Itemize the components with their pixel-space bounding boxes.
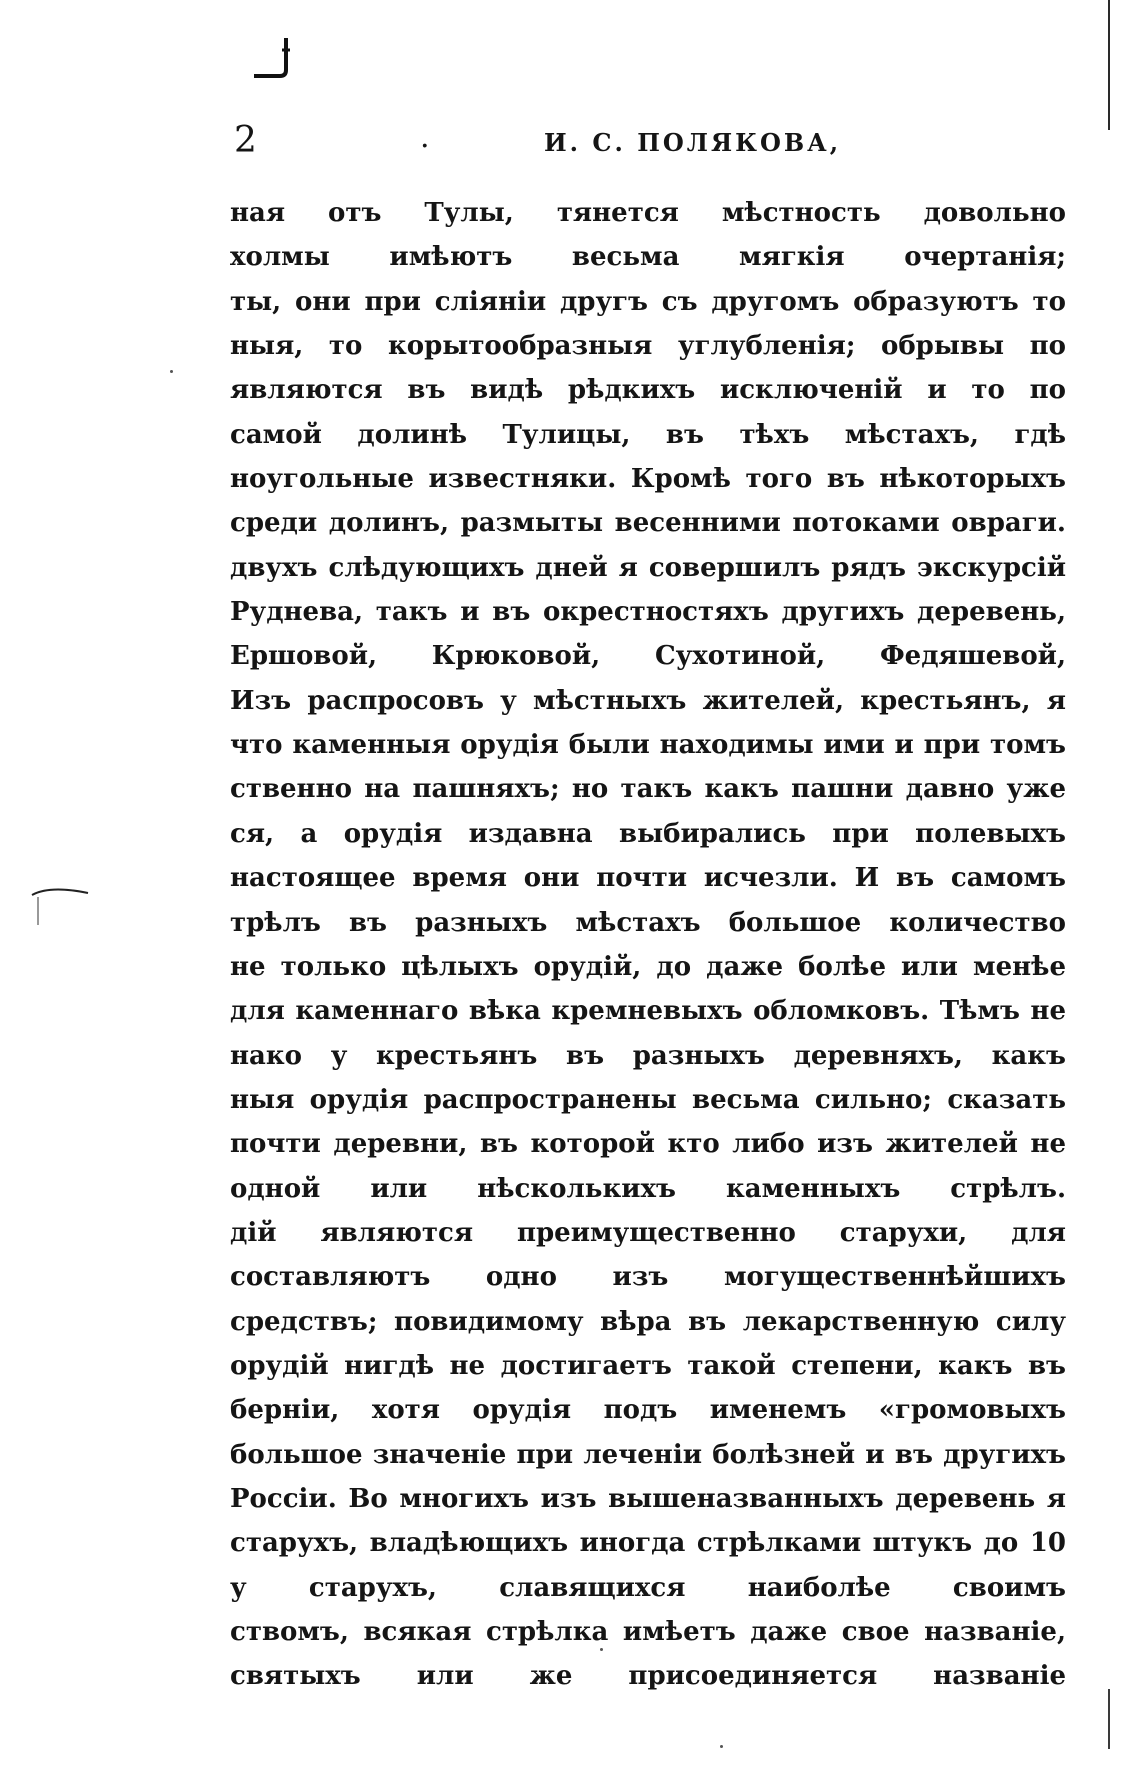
header-dot: . [420,120,430,155]
page-edge-line-lower [1108,1689,1110,1749]
text-line: составляютъ одно изъ могущественнѣйшихъ [230,1262,1066,1293]
text-line: почти деревни, въ которой кто либо изъ жителей не [230,1129,1066,1160]
text-line: Ершовой, Крюковой, Сухотиной, Федяшевой, [230,641,1066,672]
text-line: среди долинъ, размыты весенними потоками овраги. [230,508,1066,539]
speck [720,1745,723,1748]
page-edge-line [1108,0,1110,130]
text-line: орудій нигдѣ не достигаетъ такой степени, какъ въ [230,1350,1066,1381]
text-line: ствомъ, всякая стрѣлка имѣетъ даже свое названіе, [230,1617,1066,1647]
text-line: Россіи. Во многихъ изъ вышеназванныхъ деревень я [230,1483,1066,1514]
text-line: являются въ видѣ рѣдкихъ исключеній и то по [230,375,1066,406]
speck [170,370,173,373]
text-line: что каменныя орудія были находимы ими и при томъ [230,730,1066,761]
text-line: ся, а орудія издавна выбирались при полевыхъ [230,818,1066,849]
text-line: Изъ распросовъ у мѣстныхъ жителей, крестьянъ, я [230,685,1066,716]
text-line: дій являются преимущественно старухи, для [230,1217,1066,1248]
text-line: у старухъ, славящихся наиболѣе своимъ [230,1572,1066,1603]
text-line: ты, они при сліяніи другъ съ другомъ образуютъ то [230,286,1066,317]
corner-ink-mark [250,36,296,82]
page-header [234,120,1064,170]
text-line: для каменнаго вѣка кремневыхъ обломковъ. Тѣмъ не [230,996,1066,1027]
text-line: средствъ; повидимому вѣра въ лекарственную силу [230,1306,1066,1337]
speck [600,1648,603,1651]
text-line: самой долинѣ Тулицы, въ тѣхъ мѣстахъ, гдѣ [230,419,1066,450]
body-text [230,191,1066,1699]
text-line: Руднева, такъ и въ окрестностяхъ другихъ деревень, [230,597,1066,628]
text-line: ныя, то корытообразныя углубленія; обрывы по [230,331,1066,362]
text-line: трѣлъ въ разныхъ мѣстахъ большое количество [230,907,1066,938]
text-line: холмы имѣютъ весьма мягкія очертанія; [230,242,1066,273]
text-line: большое значеніе при леченіи болѣзней и въ другихъ [230,1439,1066,1470]
running-head: И. С. ПОЛЯКОВА, [544,128,842,157]
text-line: нако у крестьянъ въ разныхъ деревняхъ, какъ [230,1040,1066,1071]
page-number: 2 [234,120,257,161]
text-line: ственно на пашняхъ; но такъ какъ пашни давно уже [230,774,1066,805]
text-line: ная отъ Тулы, тянется мѣстность довольно [230,198,1066,228]
margin-scan-mark [30,885,90,925]
text-line: ноугольные известняки. Кромѣ того въ нѣкоторыхъ [230,464,1066,495]
text-line: берніи, хотя орудія подъ именемъ «громовыхъ [230,1395,1066,1426]
text-line: святыхъ или же присоединяется названіе [230,1661,1066,1692]
text-line: старухъ, владѣющихъ иногда стрѣлками штукъ до 10 [230,1528,1066,1559]
text-line: не только цѣлыхъ орудій, до даже болѣе или менѣе [230,951,1066,982]
text-line: ныя орудія распространены весьма сильно; сказать [230,1084,1066,1115]
text-line: двухъ слѣдующихъ дней я совершилъ рядъ экскурсій [230,552,1066,583]
text-line: одной или нѣсколькихъ каменныхъ стрѣлъ. [230,1173,1066,1204]
text-line: настоящее время они почти исчезли. И въ самомъ [230,863,1066,894]
